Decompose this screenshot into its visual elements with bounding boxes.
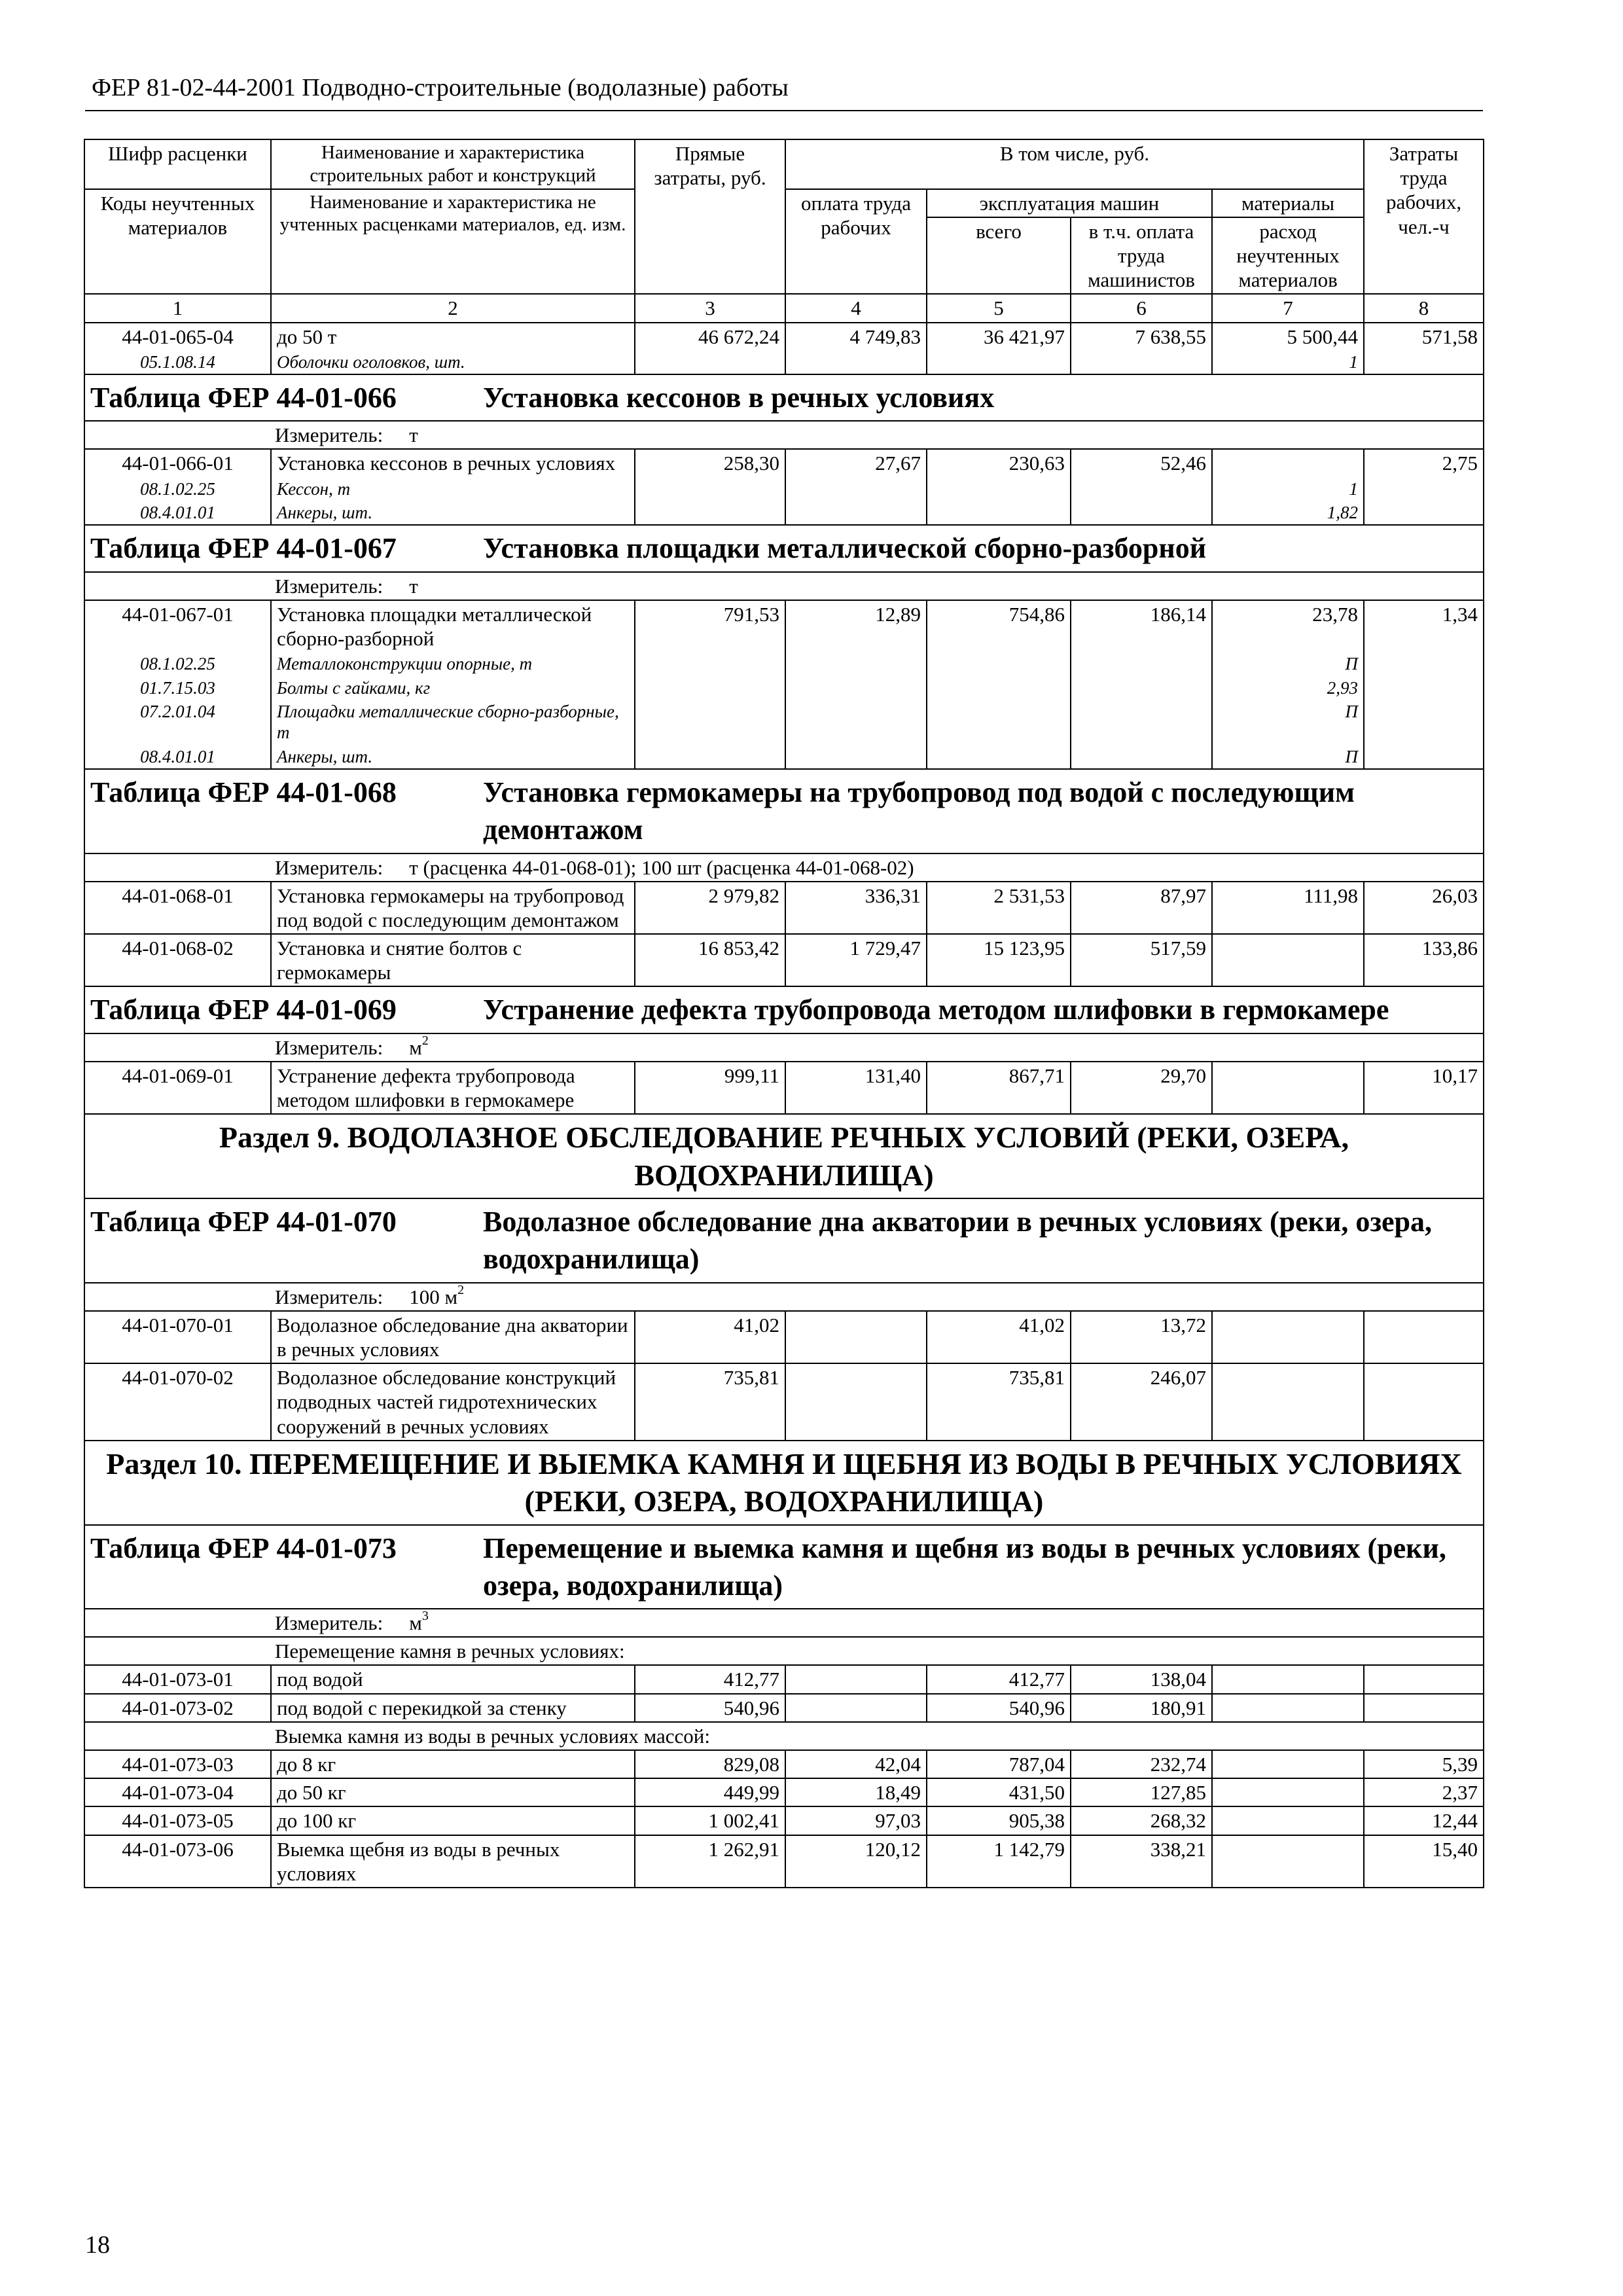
hdr-v-t-ch: в т.ч. оплата труда машинистов	[1071, 217, 1212, 295]
machinist-cost: 127,85	[1071, 1778, 1212, 1806]
col-num: 8	[1364, 294, 1484, 322]
material-cost	[1212, 934, 1364, 986]
table-name: Установка кессонов в речных условиях	[483, 382, 995, 414]
measure-label: Измеритель:	[275, 1035, 383, 1059]
measure-value: т	[409, 423, 418, 447]
table-title-row	[84, 1198, 1484, 1282]
col-num: 5	[927, 294, 1071, 322]
labor-cost: 97,03	[785, 1806, 927, 1835]
material-amount: П	[1212, 652, 1364, 675]
measure-exponent: 3	[421, 1609, 429, 1624]
machine-cost: 15 123,95	[927, 934, 1071, 986]
rate-code: 44-01-073-03	[84, 1750, 271, 1778]
table-row	[84, 934, 1484, 986]
material-name: Кессон, т	[271, 477, 635, 501]
hdr-materialy: материалы	[1212, 189, 1364, 217]
labor-hours: 2,37	[1364, 1778, 1484, 1806]
direct-cost: 1 262,91	[635, 1835, 785, 1888]
machine-cost: 431,50	[927, 1778, 1071, 1806]
col-num: 6	[1071, 294, 1212, 322]
measure-value: т	[409, 574, 418, 598]
col-num: 2	[271, 294, 635, 322]
rate-name: до 100 кг	[271, 1806, 635, 1835]
labor-cost: 27,67	[785, 449, 927, 476]
machine-cost: 36 421,97	[927, 323, 1071, 350]
rate-code: 44-01-067-01	[84, 600, 271, 652]
material-cost: 23,78	[1212, 600, 1364, 652]
group-heading-row	[84, 1722, 1484, 1750]
material-row	[84, 700, 1484, 745]
hdr-naim-neuch: Наименование и характеристика не учтенных расценками материалов, ед. изм.	[271, 189, 635, 295]
table-label: Таблица ФЕР 44-01-073	[90, 1532, 397, 1564]
rate-name: до 50 т	[271, 323, 635, 350]
material-row	[84, 652, 1484, 675]
measure-row	[84, 1033, 1484, 1062]
rate-name: под водой	[271, 1665, 635, 1693]
material-code: 08.4.01.01	[84, 745, 271, 769]
labor-cost: 336,31	[785, 882, 927, 934]
machine-cost: 735,81	[927, 1363, 1071, 1441]
labor-cost: 120,12	[785, 1835, 927, 1888]
table-name: Перемещение и выемка камня и щебня из воды в речных условиях (реки, озера, водохранилища)	[483, 1532, 1446, 1602]
table-row	[84, 1835, 1484, 1888]
rates-table	[84, 139, 1484, 1888]
rate-code: 44-01-073-06	[84, 1835, 271, 1888]
table-title-row	[84, 1525, 1484, 1609]
machinist-cost: 186,14	[1071, 600, 1212, 652]
labor-hours: 12,44	[1364, 1806, 1484, 1835]
labor-hours: 2,75	[1364, 449, 1484, 476]
table-label: Таблица ФЕР 44-01-069	[90, 994, 397, 1026]
col-num: 7	[1212, 294, 1364, 322]
table-row	[84, 1750, 1484, 1778]
col-num: 4	[785, 294, 927, 322]
rate-name: Установка и снятие болтов с гермокамеры	[271, 934, 635, 986]
rate-name: Устранение дефекта трубопровода методом шлифовки в гермокамере	[271, 1062, 635, 1114]
table-row	[84, 1311, 1484, 1363]
material-cost: 5 500,44	[1212, 323, 1364, 350]
group-heading-row	[84, 1637, 1484, 1665]
table-row	[84, 882, 1484, 934]
section-10-title: Раздел 10. ПЕРЕМЕЩЕНИЕ И ВЫЕМКА КАМНЯ И ЩЕБНЯ ИЗ ВОДЫ В РЕЧНЫХ УСЛОВИЯХ (РЕКИ, ОЗЕРА, ВОДОХРАНИЛИЩА)	[84, 1441, 1484, 1525]
table-row	[84, 1665, 1484, 1693]
material-cost: 111,98	[1212, 882, 1364, 934]
machinist-cost: 232,74	[1071, 1750, 1212, 1778]
measure-row	[84, 1283, 1484, 1311]
labor-hours: 571,58	[1364, 323, 1484, 350]
rate-name: Установка площадки металлической сборно-разборной	[271, 600, 635, 652]
material-amount: 1	[1212, 477, 1364, 501]
measure-label: Измеритель:	[275, 1611, 383, 1635]
section-title-row	[84, 1441, 1484, 1525]
table-row	[84, 1363, 1484, 1441]
rate-name: под водой с перекидкой за стенку	[271, 1694, 635, 1722]
rate-code: 44-01-073-01	[84, 1665, 271, 1693]
measure-row	[84, 853, 1484, 882]
rate-code: 44-01-073-05	[84, 1806, 271, 1835]
machine-cost: 867,71	[927, 1062, 1071, 1114]
section-title-row	[84, 1114, 1484, 1198]
material-row	[84, 745, 1484, 769]
material-row	[84, 477, 1484, 501]
header-rule	[85, 110, 1483, 111]
measure-value: т (расценка 44-01-068-01); 100 шт (расценка 44-01-068-02)	[409, 855, 914, 879]
machine-cost: 1 142,79	[927, 1835, 1071, 1888]
section-9-title: Раздел 9. ВОДОЛАЗНОЕ ОБСЛЕДОВАНИЕ РЕЧНЫХ УСЛОВИЙ (РЕКИ, ОЗЕРА, ВОДОХРАНИЛИЩА)	[84, 1114, 1484, 1198]
material-name: Металлоконструкции опорные, т	[271, 652, 635, 675]
hdr-rashod: расход неучтенных материалов	[1212, 217, 1364, 295]
labor-cost: 131,40	[785, 1062, 927, 1114]
direct-cost: 16 853,42	[635, 934, 785, 986]
table-name: Установка гермокамеры на трубопровод под водой с последующим демонтажом	[483, 776, 1355, 846]
machinist-cost: 29,70	[1071, 1062, 1212, 1114]
measure-label: Измеритель:	[275, 423, 383, 447]
material-name: Оболочки оголовков, шт.	[271, 350, 635, 374]
table-title-row	[84, 769, 1484, 853]
table-row	[84, 1694, 1484, 1722]
machinist-cost: 13,72	[1071, 1311, 1212, 1363]
material-amount: П	[1212, 700, 1364, 745]
hdr-naim-char: Наименование и характеристика строительных работ и конструкций	[271, 139, 635, 189]
hdr-pryamye: Прямые затраты, руб.	[635, 139, 785, 294]
rate-code: 44-01-069-01	[84, 1062, 271, 1114]
rate-name: Установка кессонов в речных условиях	[271, 449, 635, 476]
table-row	[84, 449, 1484, 476]
table-label: Таблица ФЕР 44-01-068	[90, 776, 397, 809]
labor-hours: 133,86	[1364, 934, 1484, 986]
table-name: Водолазное обследование дна акватории в речных условиях (реки, озера, водохранилища)	[483, 1206, 1433, 1276]
rate-name: Водолазное обследование конструкций подводных частей гидротехнических сооружений в речных условиях	[271, 1363, 635, 1441]
direct-cost: 2 979,82	[635, 882, 785, 934]
hdr-kody: Коды неучтенных материалов	[84, 189, 271, 295]
labor-cost: 4 749,83	[785, 323, 927, 350]
machinist-cost: 268,32	[1071, 1806, 1212, 1835]
material-name: Площадки металлические сборно-разборные, т	[271, 700, 635, 745]
table-row	[84, 1062, 1484, 1114]
material-row	[84, 676, 1484, 700]
material-code: 08.1.02.25	[84, 477, 271, 501]
machine-cost: 754,86	[927, 600, 1071, 652]
table-row	[84, 600, 1484, 652]
material-row	[84, 350, 1484, 374]
material-code: 05.1.08.14	[84, 350, 271, 374]
measure-exponent: 2	[457, 1282, 465, 1297]
table-title-row	[84, 374, 1484, 421]
table-label: Таблица ФЕР 44-01-067	[90, 532, 397, 565]
direct-cost: 449,99	[635, 1778, 785, 1806]
direct-cost: 791,53	[635, 600, 785, 652]
machinist-cost: 338,21	[1071, 1835, 1212, 1888]
material-name: Анкеры, шт.	[271, 745, 635, 769]
column-number-row	[84, 294, 1484, 322]
rate-name: до 50 кг	[271, 1778, 635, 1806]
machinist-cost: 246,07	[1071, 1363, 1212, 1441]
machine-cost: 540,96	[927, 1694, 1071, 1722]
machinist-cost: 138,04	[1071, 1665, 1212, 1693]
labor-hours: 5,39	[1364, 1750, 1484, 1778]
direct-cost: 41,02	[635, 1311, 785, 1363]
direct-cost: 258,30	[635, 449, 785, 476]
table-title-row	[84, 986, 1484, 1033]
col-num: 1	[84, 294, 271, 322]
page-number: 18	[85, 2231, 110, 2259]
rate-name: Установка гермокамеры на трубопровод под водой с последующим демонтажом	[271, 882, 635, 934]
machine-cost: 412,77	[927, 1665, 1071, 1693]
material-name: Анкеры, шт.	[271, 501, 635, 525]
material-name: Болты с гайками, кг	[271, 676, 635, 700]
table-title-row	[84, 525, 1484, 571]
hdr-v-tom-chisle: В том числе, руб.	[785, 139, 1364, 189]
rate-code: 44-01-073-02	[84, 1694, 271, 1722]
labor-hours: 15,40	[1364, 1835, 1484, 1888]
measure-label: Измеритель:	[275, 1285, 383, 1308]
hdr-ekspl: эксплуатация машин	[927, 189, 1212, 217]
machinist-cost: 7 638,55	[1071, 323, 1212, 350]
rate-name: Выемка щебня из воды в речных условиях	[271, 1835, 635, 1888]
machinist-cost: 52,46	[1071, 449, 1212, 476]
rate-code: 44-01-070-02	[84, 1363, 271, 1441]
table-label: Таблица ФЕР 44-01-066	[90, 382, 397, 414]
material-row	[84, 501, 1484, 525]
labor-hours: 26,03	[1364, 882, 1484, 934]
measure-row	[84, 572, 1484, 600]
measure-label: Измеритель:	[275, 574, 383, 598]
col-num: 3	[635, 294, 785, 322]
material-code: 08.1.02.25	[84, 652, 271, 675]
rate-name: Водолазное обследование дна акватории в речных условиях	[271, 1311, 635, 1363]
rate-code: 44-01-070-01	[84, 1311, 271, 1363]
hdr-zatraty: Затраты труда рабочих, чел.-ч	[1364, 139, 1484, 294]
table-row	[84, 1778, 1484, 1806]
rate-code: 44-01-068-02	[84, 934, 271, 986]
group-heading: Выемка камня из воды в речных условиях массой:	[84, 1722, 1484, 1750]
measure-row	[84, 421, 1484, 449]
material-code: 01.7.15.03	[84, 676, 271, 700]
rate-code: 44-01-066-01	[84, 449, 271, 476]
measure-label: Измеритель:	[275, 855, 383, 879]
table-row	[84, 323, 1484, 350]
direct-cost: 412,77	[635, 1665, 785, 1693]
measure-row	[84, 1609, 1484, 1637]
table-row	[84, 1806, 1484, 1835]
hdr-vsego: всего	[927, 217, 1071, 295]
material-code: 08.4.01.01	[84, 501, 271, 525]
rate-code: 44-01-073-04	[84, 1778, 271, 1806]
group-heading: Перемещение камня в речных условиях:	[84, 1637, 1484, 1665]
machine-cost: 41,02	[927, 1311, 1071, 1363]
table-header-row	[84, 139, 1484, 189]
rate-code: 44-01-065-04	[84, 323, 271, 350]
direct-cost: 1 002,41	[635, 1806, 785, 1835]
material-amount: 1	[1212, 350, 1364, 374]
machine-cost: 230,63	[927, 449, 1071, 476]
machinist-cost: 517,59	[1071, 934, 1212, 986]
material-code: 07.2.01.04	[84, 700, 271, 745]
labor-hours: 10,17	[1364, 1062, 1484, 1114]
machinist-cost: 180,91	[1071, 1694, 1212, 1722]
measure-value: 100 м	[409, 1285, 458, 1308]
material-amount: П	[1212, 745, 1364, 769]
hdr-shifr: Шифр расценки	[84, 139, 271, 189]
labor-cost: 18,49	[785, 1778, 927, 1806]
labor-cost: 1 729,47	[785, 934, 927, 986]
direct-cost: 999,11	[635, 1062, 785, 1114]
measure-exponent: 2	[421, 1033, 429, 1048]
direct-cost: 735,81	[635, 1363, 785, 1441]
machine-cost: 905,38	[927, 1806, 1071, 1835]
rate-name: до 8 кг	[271, 1750, 635, 1778]
machine-cost: 2 531,53	[927, 882, 1071, 934]
table-name: Установка площадки металлической сборно-разборной	[483, 532, 1207, 565]
labor-cost: 42,04	[785, 1750, 927, 1778]
direct-cost: 829,08	[635, 1750, 785, 1778]
page-header-title: ФЕР 81-02-44-2001 Подводно-строительные (водолазные) работы	[92, 74, 789, 101]
rate-code: 44-01-068-01	[84, 882, 271, 934]
direct-cost: 46 672,24	[635, 323, 785, 350]
direct-cost: 540,96	[635, 1694, 785, 1722]
material-amount: 2,93	[1212, 676, 1364, 700]
hdr-oplata: оплата труда рабочих	[785, 189, 927, 295]
machine-cost: 787,04	[927, 1750, 1071, 1778]
table-label: Таблица ФЕР 44-01-070	[90, 1206, 397, 1238]
table-name: Устранение дефекта трубопровода методом шлифовки в гермокамере	[483, 994, 1389, 1026]
measure-value: м	[409, 1035, 422, 1059]
machinist-cost: 87,97	[1071, 882, 1212, 934]
measure-value: м	[409, 1611, 422, 1635]
material-amount: 1,82	[1212, 501, 1364, 525]
labor-hours: 1,34	[1364, 600, 1484, 652]
labor-cost: 12,89	[785, 600, 927, 652]
